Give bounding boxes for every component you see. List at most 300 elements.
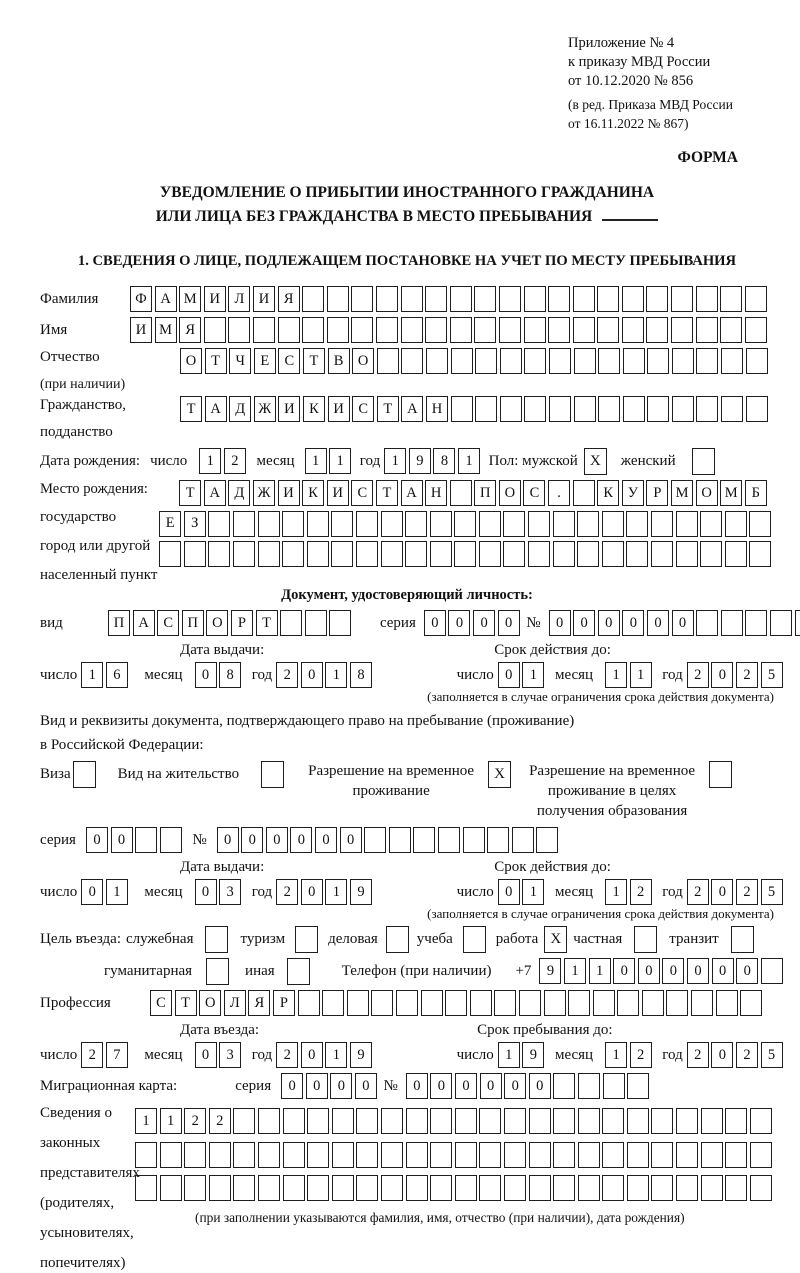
char-box[interactable] <box>671 317 693 343</box>
char-box[interactable] <box>651 1142 673 1168</box>
char-box[interactable]: 0 <box>613 958 635 984</box>
char-box[interactable]: 1 <box>564 958 586 984</box>
char-box[interactable] <box>474 286 496 312</box>
char-box[interactable] <box>209 1175 231 1201</box>
char-box[interactable] <box>721 610 743 636</box>
char-box[interactable]: Р <box>273 990 295 1016</box>
char-box[interactable] <box>725 511 747 537</box>
char-box[interactable] <box>406 1108 428 1134</box>
char-box[interactable] <box>626 541 648 567</box>
char-box[interactable]: З <box>184 511 206 537</box>
char-box[interactable]: 0 <box>281 1073 303 1099</box>
char-box[interactable]: 1 <box>458 448 480 474</box>
checkbox-temp-residence-edu[interactable] <box>709 761 732 788</box>
char-box[interactable]: 0 <box>424 610 446 636</box>
char-box[interactable]: 0 <box>529 1073 551 1099</box>
char-box[interactable] <box>479 1142 501 1168</box>
char-box[interactable]: К <box>303 396 325 422</box>
checkbox-purpose-private[interactable] <box>634 926 657 953</box>
char-box[interactable]: У <box>622 480 644 506</box>
char-box[interactable]: 0 <box>81 879 103 905</box>
char-box[interactable]: Е <box>159 511 181 537</box>
char-box[interactable]: 0 <box>455 1073 477 1099</box>
char-box[interactable]: 1 <box>384 448 406 474</box>
char-box[interactable] <box>160 827 182 853</box>
char-box[interactable] <box>430 1175 452 1201</box>
char-box[interactable] <box>233 511 255 537</box>
char-box[interactable]: 0 <box>480 1073 502 1099</box>
char-box[interactable] <box>504 1142 526 1168</box>
char-box[interactable] <box>700 511 722 537</box>
char-box[interactable] <box>282 541 304 567</box>
char-box[interactable]: 1 <box>325 879 347 905</box>
char-box[interactable] <box>396 990 418 1016</box>
char-box[interactable]: 2 <box>630 879 652 905</box>
char-box[interactable] <box>504 1108 526 1134</box>
char-box[interactable] <box>381 1175 403 1201</box>
char-box[interactable]: 0 <box>662 958 684 984</box>
char-box[interactable] <box>676 1175 698 1201</box>
char-box[interactable] <box>696 286 718 312</box>
char-box[interactable] <box>745 317 767 343</box>
char-box[interactable] <box>430 511 452 537</box>
char-box[interactable] <box>696 348 718 374</box>
char-box[interactable]: 9 <box>350 1042 372 1068</box>
char-box[interactable] <box>479 1108 501 1134</box>
char-box[interactable]: 2 <box>184 1108 206 1134</box>
char-box[interactable]: 0 <box>498 879 520 905</box>
char-box[interactable] <box>602 1108 624 1134</box>
char-box[interactable] <box>602 1175 624 1201</box>
char-box[interactable] <box>528 511 550 537</box>
char-box[interactable] <box>701 1175 723 1201</box>
char-box[interactable]: И <box>253 286 275 312</box>
char-box[interactable] <box>651 541 673 567</box>
char-box[interactable]: А <box>155 286 177 312</box>
char-box[interactable] <box>426 348 448 374</box>
char-box[interactable] <box>672 348 694 374</box>
char-box[interactable] <box>479 511 501 537</box>
char-box[interactable]: 1 <box>199 448 221 474</box>
char-box[interactable] <box>450 286 472 312</box>
char-box[interactable]: 2 <box>630 1042 652 1068</box>
char-box[interactable] <box>302 317 324 343</box>
char-box[interactable]: О <box>199 990 221 1016</box>
char-box[interactable] <box>258 1175 280 1201</box>
char-box[interactable]: Д <box>228 480 250 506</box>
char-box[interactable] <box>381 1142 403 1168</box>
char-box[interactable] <box>696 610 718 636</box>
char-box[interactable]: 6 <box>106 662 128 688</box>
char-box[interactable] <box>646 317 668 343</box>
char-box[interactable] <box>573 317 595 343</box>
char-box[interactable] <box>406 1142 428 1168</box>
char-box[interactable] <box>666 990 688 1016</box>
char-box[interactable]: М <box>179 286 201 312</box>
char-box[interactable]: 0 <box>301 662 323 688</box>
char-box[interactable] <box>356 511 378 537</box>
checkbox-female[interactable] <box>692 448 715 475</box>
char-box[interactable] <box>761 958 783 984</box>
char-box[interactable] <box>430 1142 452 1168</box>
char-box[interactable] <box>696 396 718 422</box>
char-box[interactable]: И <box>130 317 152 343</box>
char-box[interactable]: 0 <box>111 827 133 853</box>
char-box[interactable] <box>544 990 566 1016</box>
char-box[interactable] <box>401 348 423 374</box>
char-box[interactable]: М <box>720 480 742 506</box>
char-box[interactable]: Я <box>278 286 300 312</box>
char-box[interactable] <box>529 1142 551 1168</box>
char-box[interactable] <box>347 990 369 1016</box>
char-box[interactable] <box>500 348 522 374</box>
char-box[interactable]: Т <box>376 480 398 506</box>
char-box[interactable]: А <box>204 480 226 506</box>
char-box[interactable] <box>549 348 571 374</box>
char-box[interactable]: 0 <box>448 610 470 636</box>
char-box[interactable]: 2 <box>687 662 709 688</box>
char-box[interactable] <box>307 1175 329 1201</box>
char-box[interactable]: С <box>523 480 545 506</box>
char-box[interactable]: 3 <box>219 1042 241 1068</box>
char-box[interactable] <box>356 1108 378 1134</box>
char-box[interactable]: 2 <box>687 1042 709 1068</box>
char-box[interactable] <box>716 990 738 1016</box>
checkbox-residence-permit[interactable] <box>261 761 284 788</box>
char-box[interactable]: Р <box>231 610 253 636</box>
char-box[interactable] <box>204 317 226 343</box>
char-box[interactable] <box>602 1142 624 1168</box>
char-box[interactable] <box>381 1108 403 1134</box>
char-box[interactable]: 0 <box>195 662 217 688</box>
char-box[interactable] <box>184 1175 206 1201</box>
char-box[interactable]: 1 <box>160 1108 182 1134</box>
char-box[interactable] <box>283 1142 305 1168</box>
char-box[interactable]: 2 <box>81 1042 103 1068</box>
char-box[interactable] <box>676 1108 698 1134</box>
char-box[interactable]: 9 <box>539 958 561 984</box>
char-box[interactable] <box>721 396 743 422</box>
char-box[interactable]: 0 <box>217 827 239 853</box>
char-box[interactable]: 0 <box>647 610 669 636</box>
char-box[interactable] <box>553 1073 575 1099</box>
char-box[interactable]: 1 <box>106 879 128 905</box>
char-box[interactable]: 2 <box>736 662 758 688</box>
char-box[interactable] <box>377 348 399 374</box>
char-box[interactable] <box>208 511 230 537</box>
char-box[interactable] <box>602 541 624 567</box>
char-box[interactable] <box>327 317 349 343</box>
char-box[interactable] <box>332 1108 354 1134</box>
char-box[interactable] <box>475 396 497 422</box>
char-box[interactable]: 0 <box>301 1042 323 1068</box>
char-box[interactable]: Ф <box>130 286 152 312</box>
char-box[interactable]: Т <box>377 396 399 422</box>
char-box[interactable] <box>519 990 541 1016</box>
char-box[interactable]: Л <box>228 286 250 312</box>
char-box[interactable]: К <box>597 480 619 506</box>
char-box[interactable] <box>745 286 767 312</box>
char-box[interactable] <box>258 541 280 567</box>
char-box[interactable] <box>597 286 619 312</box>
char-box[interactable] <box>455 1175 477 1201</box>
char-box[interactable] <box>691 990 713 1016</box>
char-box[interactable] <box>228 317 250 343</box>
char-box[interactable] <box>578 1175 600 1201</box>
char-box[interactable]: 8 <box>350 662 372 688</box>
char-box[interactable] <box>503 541 525 567</box>
char-box[interactable]: 0 <box>498 610 520 636</box>
char-box[interactable]: 1 <box>605 1042 627 1068</box>
char-box[interactable]: 0 <box>195 879 217 905</box>
char-box[interactable]: 0 <box>672 610 694 636</box>
char-box[interactable]: К <box>302 480 324 506</box>
char-box[interactable] <box>671 286 693 312</box>
char-box[interactable] <box>770 610 792 636</box>
char-box[interactable] <box>553 1108 575 1134</box>
char-box[interactable] <box>627 1108 649 1134</box>
char-box[interactable] <box>578 1073 600 1099</box>
char-box[interactable]: С <box>352 396 374 422</box>
char-box[interactable]: А <box>205 396 227 422</box>
char-box[interactable] <box>356 1175 378 1201</box>
char-box[interactable] <box>750 1108 772 1134</box>
char-box[interactable] <box>503 511 525 537</box>
char-box[interactable]: О <box>180 348 202 374</box>
char-box[interactable] <box>725 1175 747 1201</box>
char-box[interactable] <box>597 317 619 343</box>
char-box[interactable] <box>647 396 669 422</box>
char-box[interactable]: Т <box>175 990 197 1016</box>
char-box[interactable] <box>647 348 669 374</box>
char-box[interactable]: 2 <box>687 879 709 905</box>
char-box[interactable] <box>298 990 320 1016</box>
char-box[interactable] <box>700 541 722 567</box>
char-box[interactable] <box>405 511 427 537</box>
char-box[interactable]: 2 <box>736 879 758 905</box>
char-box[interactable]: 0 <box>504 1073 526 1099</box>
char-box[interactable]: 0 <box>301 879 323 905</box>
char-box[interactable] <box>725 541 747 567</box>
char-box[interactable] <box>331 541 353 567</box>
char-box[interactable]: 0 <box>430 1073 452 1099</box>
char-box[interactable] <box>500 396 522 422</box>
char-box[interactable] <box>602 511 624 537</box>
char-box[interactable] <box>425 317 447 343</box>
char-box[interactable] <box>455 1108 477 1134</box>
char-box[interactable] <box>651 511 673 537</box>
char-box[interactable] <box>209 1142 231 1168</box>
char-box[interactable] <box>746 348 768 374</box>
char-box[interactable]: С <box>157 610 179 636</box>
char-box[interactable] <box>622 286 644 312</box>
char-box[interactable] <box>548 317 570 343</box>
char-box[interactable] <box>623 348 645 374</box>
char-box[interactable]: 0 <box>711 1042 733 1068</box>
char-box[interactable]: О <box>352 348 374 374</box>
char-box[interactable]: 1 <box>522 879 544 905</box>
char-box[interactable] <box>329 610 351 636</box>
char-box[interactable]: 1 <box>630 662 652 688</box>
char-box[interactable] <box>160 1175 182 1201</box>
checkbox-purpose-business[interactable] <box>386 926 409 953</box>
char-box[interactable] <box>479 541 501 567</box>
char-box[interactable]: 1 <box>81 662 103 688</box>
char-box[interactable]: 0 <box>687 958 709 984</box>
checkbox-visa[interactable] <box>73 761 96 788</box>
char-box[interactable] <box>676 541 698 567</box>
char-box[interactable]: Л <box>224 990 246 1016</box>
char-box[interactable] <box>627 1073 649 1099</box>
char-box[interactable]: Ч <box>229 348 251 374</box>
char-box[interactable] <box>451 348 473 374</box>
char-box[interactable]: О <box>696 480 718 506</box>
char-box[interactable] <box>549 396 571 422</box>
char-box[interactable] <box>307 541 329 567</box>
char-box[interactable] <box>512 827 534 853</box>
char-box[interactable]: 7 <box>106 1042 128 1068</box>
char-box[interactable] <box>455 1142 477 1168</box>
char-box[interactable] <box>749 541 771 567</box>
char-box[interactable] <box>233 1175 255 1201</box>
char-box[interactable] <box>450 317 472 343</box>
char-box[interactable]: . <box>548 480 570 506</box>
char-box[interactable] <box>445 990 467 1016</box>
char-box[interactable] <box>795 610 800 636</box>
char-box[interactable]: 0 <box>340 827 362 853</box>
char-box[interactable] <box>627 1175 649 1201</box>
char-box[interactable] <box>598 396 620 422</box>
char-box[interactable]: 1 <box>325 1042 347 1068</box>
char-box[interactable] <box>283 1108 305 1134</box>
char-box[interactable] <box>425 286 447 312</box>
char-box[interactable]: 0 <box>195 1042 217 1068</box>
char-box[interactable]: 0 <box>306 1073 328 1099</box>
char-box[interactable] <box>381 511 403 537</box>
char-box[interactable] <box>160 1142 182 1168</box>
char-box[interactable]: И <box>278 480 300 506</box>
char-box[interactable]: В <box>328 348 350 374</box>
char-box[interactable] <box>577 541 599 567</box>
char-box[interactable]: А <box>133 610 155 636</box>
char-box[interactable] <box>646 286 668 312</box>
char-box[interactable] <box>504 1175 526 1201</box>
checkbox-purpose-transit[interactable] <box>731 926 754 953</box>
char-box[interactable] <box>578 1142 600 1168</box>
char-box[interactable]: 5 <box>761 662 783 688</box>
char-box[interactable]: М <box>155 317 177 343</box>
char-box[interactable]: 2 <box>276 879 298 905</box>
char-box[interactable] <box>463 827 485 853</box>
char-box[interactable]: С <box>351 480 373 506</box>
char-box[interactable]: 0 <box>638 958 660 984</box>
char-box[interactable] <box>233 541 255 567</box>
char-box[interactable] <box>307 511 329 537</box>
char-box[interactable] <box>282 511 304 537</box>
checkbox-purpose-humanitarian[interactable] <box>206 958 229 985</box>
char-box[interactable] <box>302 286 324 312</box>
char-box[interactable] <box>622 317 644 343</box>
char-box[interactable] <box>305 610 327 636</box>
char-box[interactable]: П <box>474 480 496 506</box>
char-box[interactable]: 9 <box>350 879 372 905</box>
char-box[interactable] <box>696 317 718 343</box>
char-box[interactable] <box>603 1073 625 1099</box>
char-box[interactable]: 3 <box>219 879 241 905</box>
char-box[interactable]: Т <box>256 610 278 636</box>
char-box[interactable] <box>553 1142 575 1168</box>
char-box[interactable] <box>331 511 353 537</box>
char-box[interactable] <box>701 1108 723 1134</box>
char-box[interactable]: А <box>401 480 423 506</box>
char-box[interactable]: Н <box>426 396 448 422</box>
char-box[interactable] <box>524 348 546 374</box>
char-box[interactable] <box>745 610 767 636</box>
char-box[interactable] <box>307 1142 329 1168</box>
char-box[interactable]: 1 <box>605 879 627 905</box>
char-box[interactable]: 0 <box>573 610 595 636</box>
char-box[interactable]: 0 <box>549 610 571 636</box>
char-box[interactable]: Н <box>425 480 447 506</box>
char-box[interactable]: 0 <box>473 610 495 636</box>
char-box[interactable] <box>750 1142 772 1168</box>
char-box[interactable] <box>470 990 492 1016</box>
char-box[interactable] <box>184 1142 206 1168</box>
char-box[interactable] <box>553 1175 575 1201</box>
char-box[interactable]: И <box>278 396 300 422</box>
char-box[interactable] <box>283 1175 305 1201</box>
char-box[interactable] <box>499 286 521 312</box>
char-box[interactable] <box>746 396 768 422</box>
checkbox-purpose-other[interactable] <box>287 958 310 985</box>
char-box[interactable] <box>574 348 596 374</box>
char-box[interactable]: П <box>108 610 130 636</box>
char-box[interactable]: 1 <box>135 1108 157 1134</box>
char-box[interactable] <box>332 1142 354 1168</box>
checkbox-purpose-tourism[interactable] <box>295 926 318 953</box>
char-box[interactable]: 8 <box>433 448 455 474</box>
char-box[interactable]: М <box>671 480 693 506</box>
char-box[interactable] <box>451 396 473 422</box>
char-box[interactable]: 2 <box>209 1108 231 1134</box>
char-box[interactable] <box>233 1142 255 1168</box>
char-box[interactable]: 0 <box>86 827 108 853</box>
checkbox-purpose-official[interactable] <box>205 926 228 953</box>
char-box[interactable]: 1 <box>522 662 544 688</box>
char-box[interactable]: Ж <box>253 480 275 506</box>
char-box[interactable] <box>454 511 476 537</box>
char-box[interactable]: Б <box>745 480 767 506</box>
char-box[interactable]: 1 <box>589 958 611 984</box>
char-box[interactable] <box>524 286 546 312</box>
char-box[interactable]: 2 <box>736 1042 758 1068</box>
char-box[interactable]: 0 <box>712 958 734 984</box>
char-box[interactable]: Т <box>205 348 227 374</box>
char-box[interactable]: 1 <box>305 448 327 474</box>
char-box[interactable]: 5 <box>761 1042 783 1068</box>
char-box[interactable] <box>413 827 435 853</box>
char-box[interactable] <box>720 317 742 343</box>
char-box[interactable] <box>479 1175 501 1201</box>
char-box[interactable]: П <box>182 610 204 636</box>
char-box[interactable]: А <box>401 396 423 422</box>
char-box[interactable]: 0 <box>315 827 337 853</box>
char-box[interactable]: 1 <box>605 662 627 688</box>
char-box[interactable] <box>454 541 476 567</box>
char-box[interactable] <box>307 1108 329 1134</box>
char-box[interactable] <box>617 990 639 1016</box>
char-box[interactable]: 0 <box>290 827 312 853</box>
